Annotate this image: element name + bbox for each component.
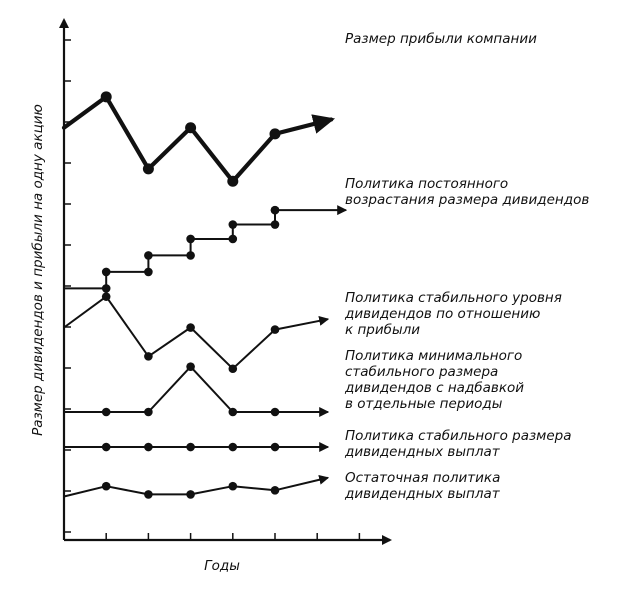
series-label-line: к прибыли xyxy=(345,322,421,338)
series-label xyxy=(345,176,589,208)
series-label-line: Политика стабильного уровня xyxy=(345,290,562,306)
series-6 xyxy=(64,478,327,499)
series-label-line: Политика постоянного xyxy=(345,176,509,192)
axes xyxy=(64,20,390,540)
data-point xyxy=(270,128,281,139)
data-point xyxy=(229,408,238,417)
data-point xyxy=(229,235,238,244)
series-label xyxy=(344,348,524,412)
data-point xyxy=(186,362,195,371)
series-label-line: дивидендных выплат xyxy=(345,486,500,502)
series-label xyxy=(344,290,562,338)
data-point xyxy=(229,482,238,491)
series-5 xyxy=(64,443,327,452)
data-point xyxy=(271,325,280,334)
data-point xyxy=(227,176,238,187)
series-2 xyxy=(64,206,345,293)
data-point xyxy=(271,443,280,452)
data-point xyxy=(102,408,111,417)
series-label-line: Политика стабильного размера xyxy=(345,428,572,444)
series-line xyxy=(64,297,327,369)
series-label-line: возрастания размера дивидендов xyxy=(345,192,590,208)
series-label-line: Размер прибыли компании xyxy=(345,31,537,47)
data-point xyxy=(229,443,238,452)
series-line xyxy=(64,97,331,182)
data-point xyxy=(144,490,153,499)
data-point xyxy=(101,91,112,102)
data-point xyxy=(186,235,195,244)
data-point xyxy=(271,206,280,215)
data-point xyxy=(271,408,280,417)
data-point xyxy=(144,251,153,260)
series-label-line: дивидендов с надбавкой xyxy=(345,380,525,396)
series-labels xyxy=(344,31,589,502)
data-point xyxy=(229,220,238,229)
series-label xyxy=(344,428,572,460)
data-point xyxy=(271,486,280,495)
data-point xyxy=(102,292,111,301)
x-axis-label: Годы xyxy=(204,558,240,574)
data-point xyxy=(143,163,154,174)
y-axis-label: Размер дивидендов и прибыли на одну акцию xyxy=(30,104,46,436)
series-label xyxy=(344,470,501,502)
series-label-line: в отдельные периоды xyxy=(345,396,503,412)
data-point xyxy=(102,443,111,452)
data-point xyxy=(186,490,195,499)
data-point xyxy=(102,268,111,277)
data-point xyxy=(144,352,153,361)
series-label-line: дивидендов по отношению xyxy=(345,306,541,322)
series-label-line: Политика минимального xyxy=(345,348,523,364)
data-point xyxy=(186,323,195,332)
data-point xyxy=(271,220,280,229)
data-point xyxy=(102,284,111,293)
series-line xyxy=(64,210,345,288)
series-label-line: Остаточная политика xyxy=(345,470,501,486)
data-point xyxy=(186,251,195,260)
data-point xyxy=(102,482,111,491)
data-point xyxy=(186,443,195,452)
series-label-line: дивидендных выплат xyxy=(345,444,500,460)
data-point xyxy=(144,408,153,417)
series-label xyxy=(345,31,537,47)
series-line xyxy=(64,367,327,412)
series-1 xyxy=(64,91,331,186)
data-point xyxy=(144,443,153,452)
series-layer xyxy=(64,91,345,498)
series-3 xyxy=(64,292,327,373)
series-4 xyxy=(64,362,327,416)
series-label-line: стабильного размера xyxy=(345,364,499,380)
data-point xyxy=(229,364,238,373)
data-point xyxy=(144,268,153,277)
data-point xyxy=(185,122,196,133)
